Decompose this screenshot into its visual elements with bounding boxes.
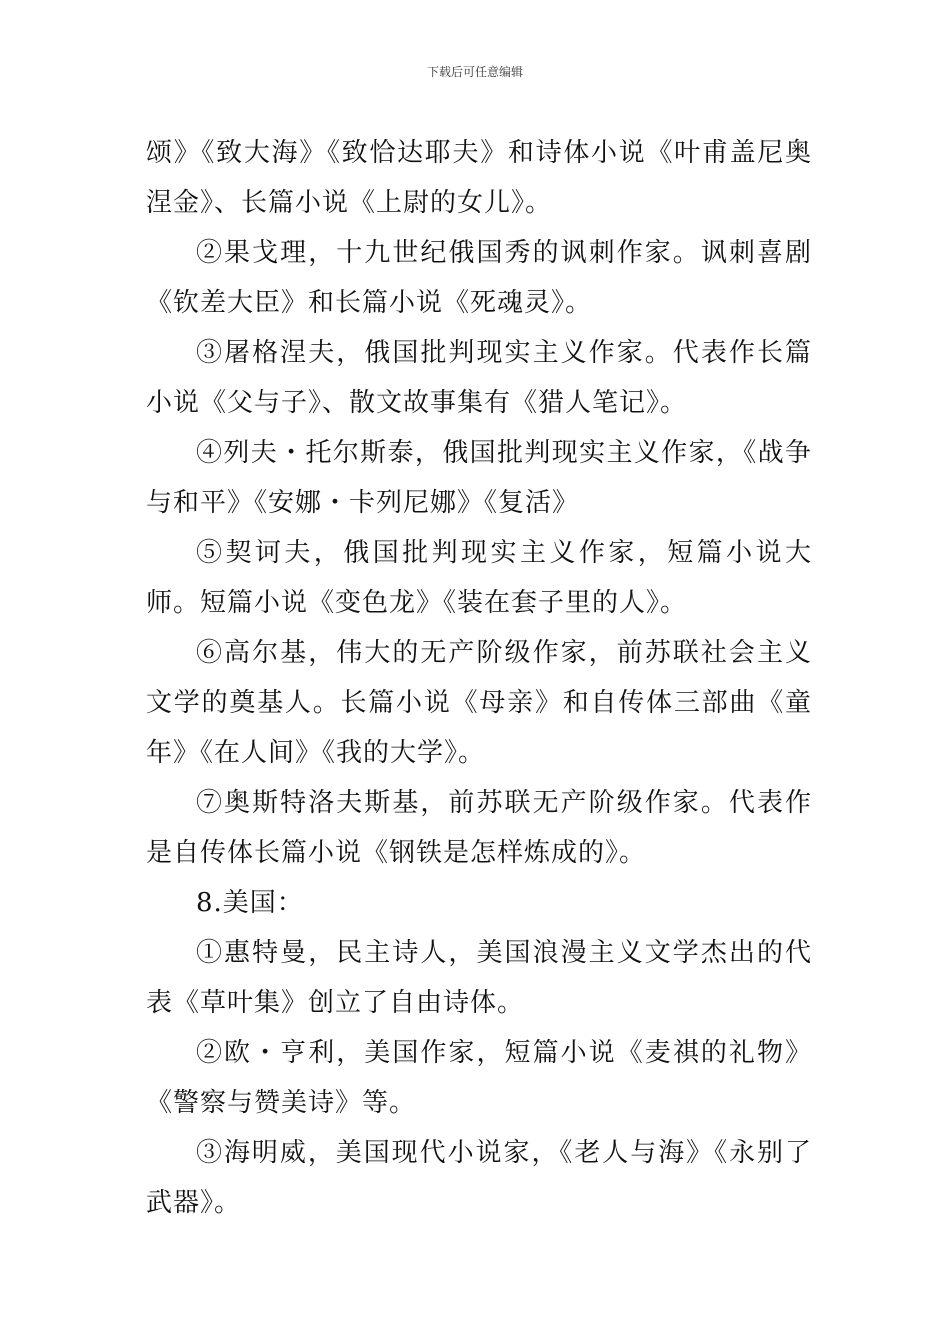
paragraph-whitman: ①惠特曼，民主诗人，美国浪漫主义文学杰出的代表《草叶集》创立了自由诗体。 (146, 938, 812, 1018)
paragraph-gorky: ⑥高尔基，伟大的无产阶级作家，前苏联社会主义文学的奠基人。长篇小说《母亲》和自传体三部曲《童年》《在人间》《我的大学》。 (146, 638, 812, 768)
paragraph-gogol: ②果戈理，十九世纪俄国秀的讽刺作家。讽刺喜剧《钦差大臣》和长篇小说《死魂灵》。 (146, 238, 812, 318)
paragraph-chekhov: ⑤契诃夫，俄国批判现实主义作家，短篇小说大师。短篇小说《变色龙》《装在套子里的人》。 (146, 538, 812, 618)
section-heading-usa: 8.美国： (196, 888, 304, 918)
paragraph-hemingway: ③海明威，美国现代小说家，《老人与海》《永别了武器》。 (146, 1138, 812, 1218)
paragraph-pushkin-works-continued: 颂》《致大海》《致恰达耶夫》和诗体小说《叶甫盖尼奥涅金》、长篇小说《上尉的女儿》。 (146, 138, 812, 218)
paragraph-tolstoy: ④列夫・托尔斯泰，俄国批判现实主义作家，《战争与和平》《安娜・卡列尼娜》《复活》 (146, 438, 812, 518)
paragraph-o-henry: ②欧・亨利，美国作家，短篇小说《麦祺的礼物》《警察与赞美诗》等。 (146, 1038, 812, 1118)
document-body (146, 128, 812, 1228)
page-header: 下载后可任意编辑 (426, 65, 523, 79)
paragraph-turgenev: ③屠格涅夫，俄国批判现实主义作家。代表作长篇小说《父与子》、散文故事集有《猎人笔记》。 (146, 338, 812, 418)
paragraph-ostrovsky: ⑦奥斯特洛夫斯基，前苏联无产阶级作家。代表作是自传体长篇小说《钢铁是怎样炼成的》。 (146, 788, 812, 868)
